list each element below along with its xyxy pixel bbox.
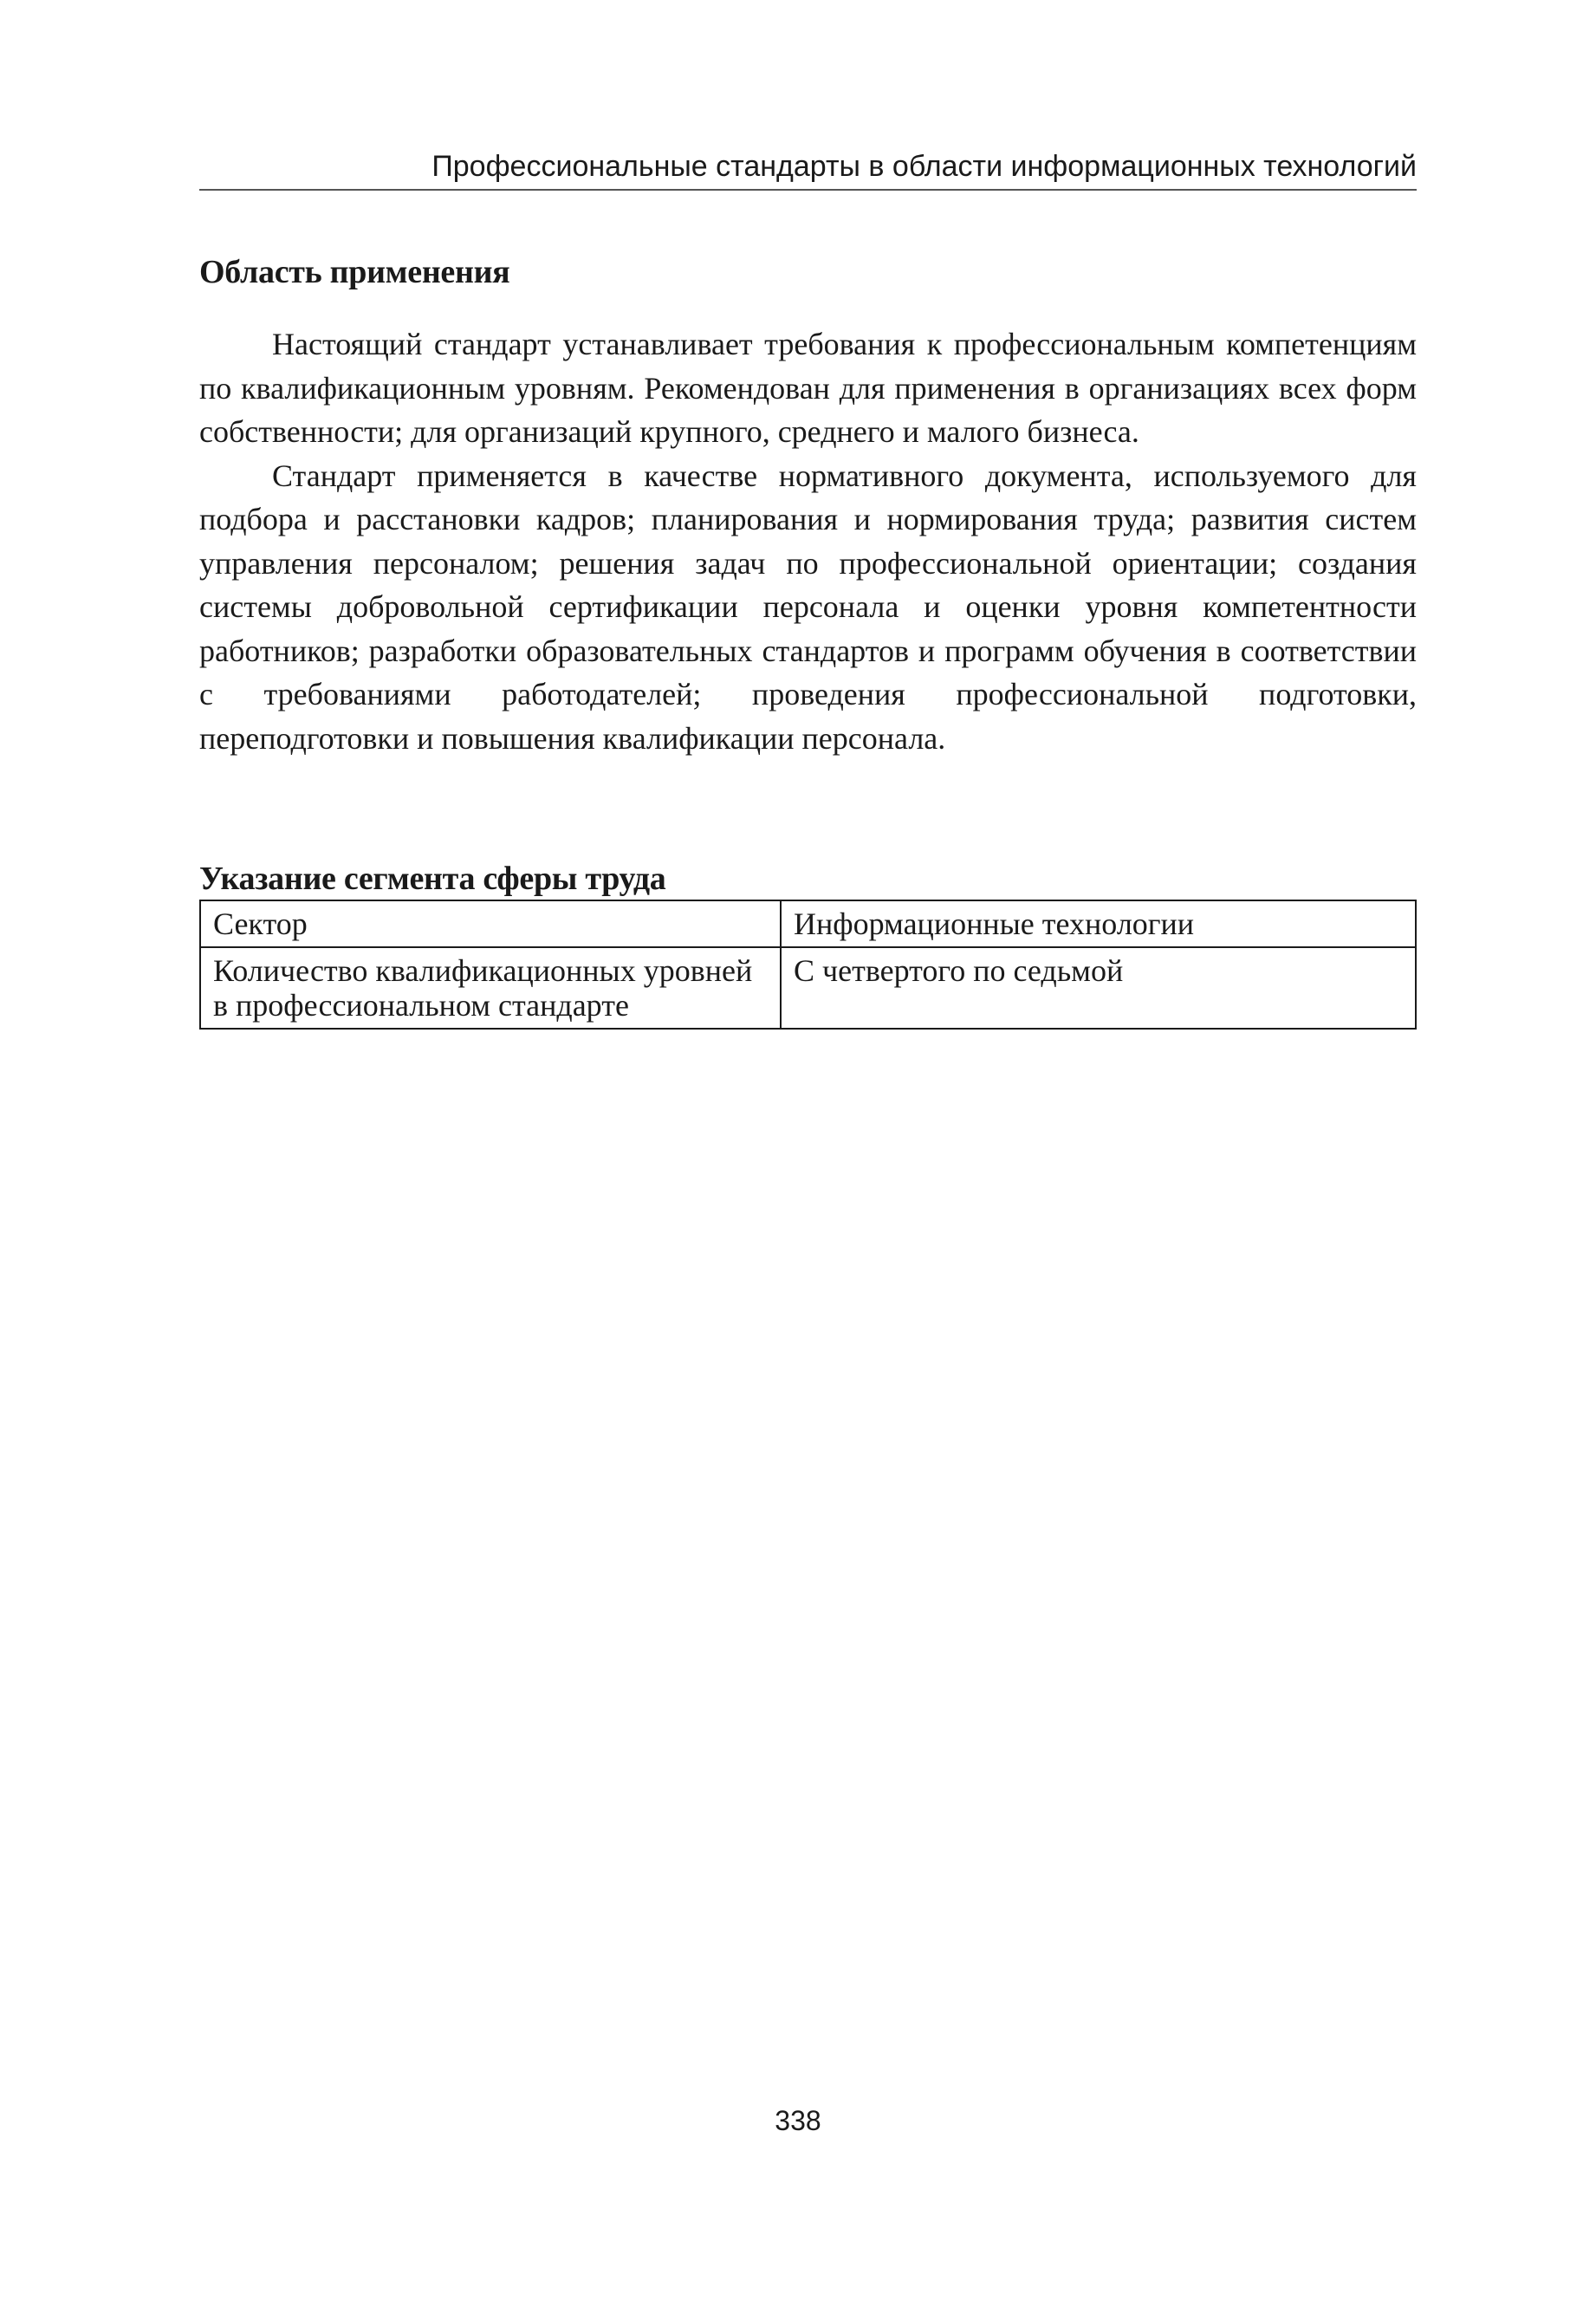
scope-body [199,322,1417,760]
table-cell-label: Количество квалификационных уровней в профессиональном стандарте [200,947,781,1029]
table-cell-value: С четвертого по седьмой [781,947,1416,1029]
section-title-segment: Указание сегмента сферы труда [199,860,666,897]
section-title-scope: Область применения [199,253,510,290]
table-cell-value: Информационные технологии [781,900,1416,947]
page-number: 338 [775,2105,821,2136]
scope-paragraph: Стандарт применяется в качестве нормативного документа, используемого для подбора и расстановки кадров; планирования и нормирования труда; развития систем управления персоналом; решения задач по профессиональной ориентации; создания системы добровольной сертификации персонала и оценки уровня компетентности работников; разработки образовательных стандартов и программ обучения в соответствии с требованиями работодателей; проведения профессиональной подготовки, переподготовки и повышения квалификации персонала. [199,458,1417,756]
scope-paragraph: Настоящий стандарт устанавливает требования к профессиональным компетенциям по квалификационным уровням. Рекомендован для применения в организациях всех форм собственности; для организаций крупного, среднего и малого бизнеса. [199,327,1417,449]
segment-table [199,900,1417,1030]
running-header: Профессиональные стандарты в области информационных технологий [199,147,1417,191]
table-row [200,947,1416,1029]
table-row [200,900,1416,947]
table-cell-label: Сектор [200,900,781,947]
